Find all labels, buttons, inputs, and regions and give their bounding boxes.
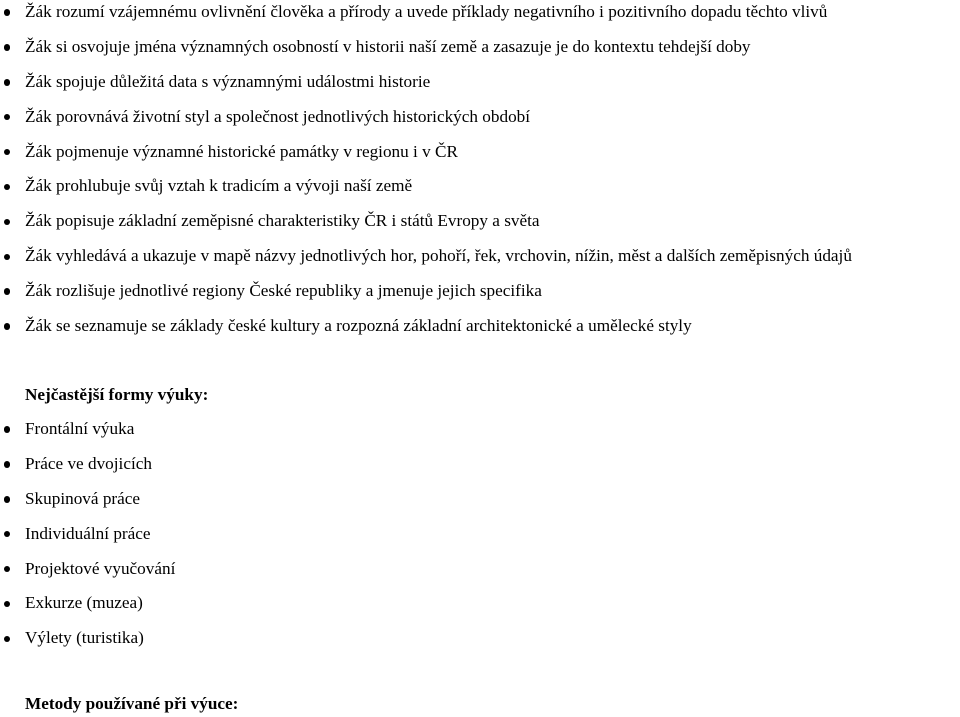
bullet-icon [4, 79, 11, 86]
bullet-icon [4, 496, 11, 503]
list-item-text: Výlety (turistika) [25, 628, 144, 648]
bullet-icon [4, 636, 11, 643]
list-item-text: Frontální výuka [25, 419, 135, 438]
list-item-text: Žák rozlišuje jednotlivé regiony České republiky a jmenuje jejich specifika [25, 281, 542, 301]
list-item-text: Žák popisuje základní zeměpisné charakteristiky ČR i států Evropy a světa [25, 211, 540, 231]
bullet-icon [4, 254, 11, 261]
list-item-text: Projektové vyučování [25, 558, 176, 578]
bullet-icon [4, 323, 11, 330]
bullet-icon [4, 184, 11, 191]
bullet-icon [4, 288, 11, 295]
list-item-text: Skupinová práce [25, 488, 141, 508]
list-item-text: Individuální práce [25, 523, 151, 543]
bullet-icon [4, 9, 11, 16]
list-item-text: Exkurze (muzea) [25, 593, 143, 613]
teaching-forms-heading: Nejčastější formy výuky: [25, 385, 209, 404]
list-item-text: Žák vyhledává a ukazuje v mapě názvy jednotlivých hor, pohoří, řek, vrchovin, nížin, měst a dalších zeměpisných údajů [25, 246, 852, 266]
bullet-icon [4, 149, 11, 156]
list-item-text: Žák spojuje důležitá data s významnými událostmi historie [25, 71, 431, 91]
list-item-text: Žák si osvojuje jména významných osobností v historii naší země a zasazuje je do kontextu tehdejší doby [25, 36, 751, 56]
list-item-text: Práce ve dvojicích [25, 453, 152, 473]
bullet-icon [4, 601, 11, 608]
list-item-text: Žák prohlubuje svůj vztah k tradicím a vývoji naší země [25, 176, 413, 196]
bullet-icon [4, 426, 11, 433]
bullet-icon [4, 219, 11, 226]
bullet-icon [4, 531, 11, 538]
bullet-icon [4, 114, 11, 121]
bullet-icon [4, 566, 11, 573]
list-item-text: Žák porovnává životní styl a společnost jednotlivých historických období [25, 106, 531, 126]
list-item-text: Žák rozumí vzájemnému ovlivnění člověka a přírody a uvede příklady negativního i pozitivního dopadu těchto vlivů [25, 2, 828, 21]
bullet-icon [4, 44, 11, 51]
teaching-methods-heading: Metody používané při výuce: [25, 694, 239, 713]
bullet-icon [4, 461, 11, 468]
list-item-text: Žák se seznamuje se základy české kultury a rozpozná základní architektonické a umělecké styly [25, 316, 692, 336]
list-item-text: Žák pojmenuje významné historické památky v regionu i v ČR [25, 141, 458, 161]
